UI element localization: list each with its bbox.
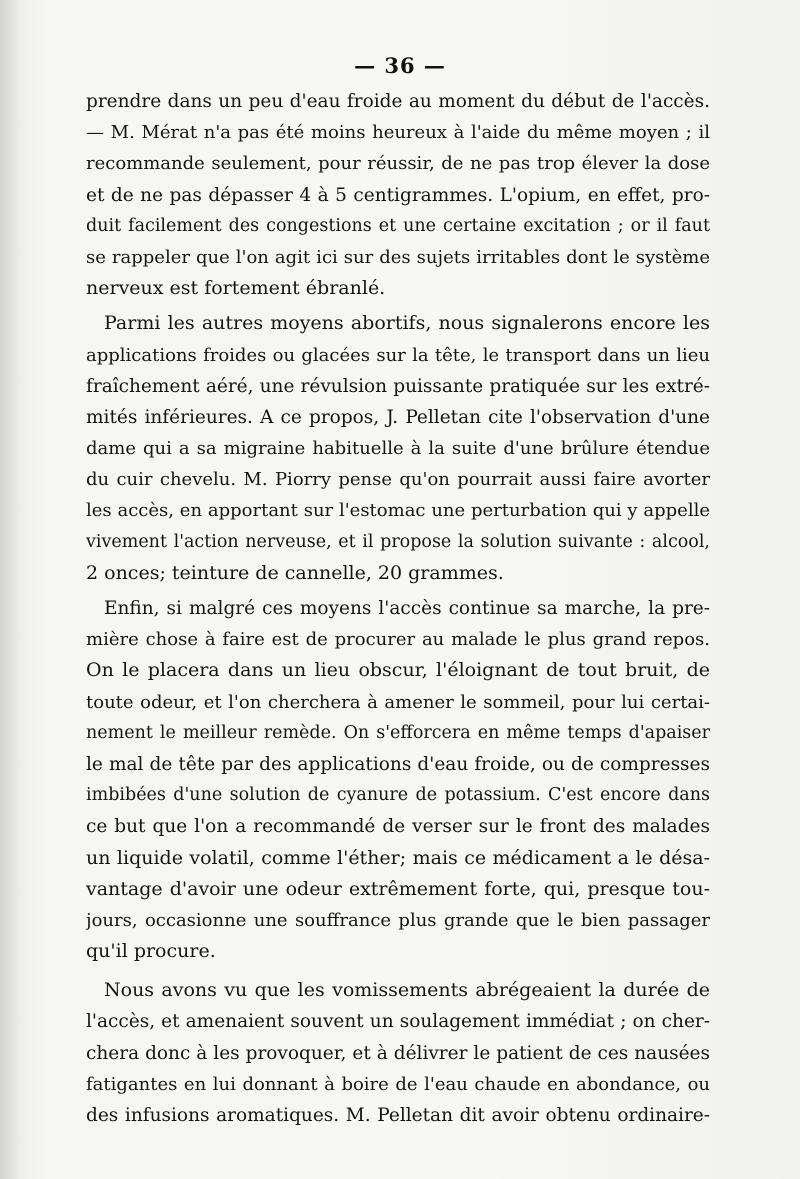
text-line: Enfin, si malgré ces moyens l'accès continue sa marche, la pre- (104, 598, 710, 619)
text-line: applications froides ou glacées sur la tête, le transport dans un lieu (86, 344, 710, 366)
text-line: — M. Mérat n'a pas été moins heureux à l'aide du même moyen ; il (86, 122, 710, 144)
text-line: On le placera dans un lieu obscur, l'éloignant de tout bruit, de (86, 659, 710, 682)
paragraph (86, 593, 710, 967)
text-line: jours, occasionne une souffrance plus grande que le bien passager (86, 909, 710, 931)
text-line: le mal de tête par des applications d'eau froide, ou de compresses (86, 753, 710, 775)
text-line: les accès, en apportant sur l'estomac une perturbation qui y appelle (86, 500, 710, 522)
body-text (86, 86, 710, 1131)
text-line: fraîchement aéré, une révulsion puissante pratiquée sur les extré- (86, 375, 710, 397)
text-line: nement le meilleur remède. On s'efforcera en même temps d'apaiser (86, 722, 710, 743)
page-gutter-shadow (0, 0, 22, 1179)
text-line: 2 onces; teinture de cannelle, 20 grammes. (86, 561, 504, 584)
text-line: nerveux est fortement ébranlé. (86, 277, 386, 300)
text-line: ce but que l'on a recommandé de verser sur le front des malades (86, 816, 710, 838)
text-line: se rappeler que l'on agit ici sur des sujets irritables dont le système (86, 246, 710, 268)
text-line: imbibées d'une solution de cyanure de potassium. C'est encore dans (86, 785, 710, 806)
text-line: duit facilement des congestions et une certaine excitation ; or il faut (86, 215, 710, 236)
text-line: toute odeur, et l'on cherchera à amener le sommeil, pour lui certai- (86, 691, 710, 713)
paragraph (86, 975, 710, 1131)
text-line: du cuir chevelu. M. Piorry pense qu'on pourrait aussi faire avorter (86, 469, 710, 491)
text-line: Parmi les autres moyens abortifs, nous signalerons encore les (104, 312, 710, 335)
text-line: chera donc à les provoquer, et à délivrer le patient de ces nausées (86, 1042, 710, 1064)
page-number: — 36 — (354, 53, 446, 78)
text-line: et de ne pas dépasser 4 à 5 centigrammes. L'opium, en effet, pro- (86, 184, 710, 206)
text-line: dame qui a sa migraine habituelle à la suite d'une brûlure étendue (86, 438, 710, 460)
text-line: mière chose à faire est de procurer au malade le plus grand repos. (86, 629, 710, 651)
text-line: fatigantes en lui donnant à boire de l'eau chaude en abondance, ou (86, 1073, 710, 1095)
text-line: un liquide volatil, comme l'éther; mais ce médicament a le désa- (86, 846, 710, 869)
text-line: mités inférieures. A ce propos, J. Pelletan cite l'observation d'une (86, 406, 710, 428)
text-line: qu'il procure. (86, 940, 216, 963)
paragraph (86, 308, 710, 589)
text-line: recommande seulement, pour réussir, de ne pas trop élever la dose (86, 153, 710, 175)
text-line: vantage d'avoir une odeur extrêmement forte, qui, presque tou- (86, 877, 710, 900)
text-line: des infusions aromatiques. M. Pelletan dit avoir obtenu ordinaire- (86, 1105, 710, 1126)
text-line: l'accès, et amenaient souvent un soulagement immédiat ; on cher- (86, 1011, 710, 1033)
text-line: vivement l'action nerveuse, et il propose la solution suivante : alcool, (86, 531, 710, 552)
paragraph (86, 86, 710, 304)
text-line: Nous avons vu que les vomissements abrégeaient la durée de (104, 979, 710, 1002)
text-line: prendre dans un peu d'eau froide au moment du début de l'accès. (86, 91, 710, 112)
